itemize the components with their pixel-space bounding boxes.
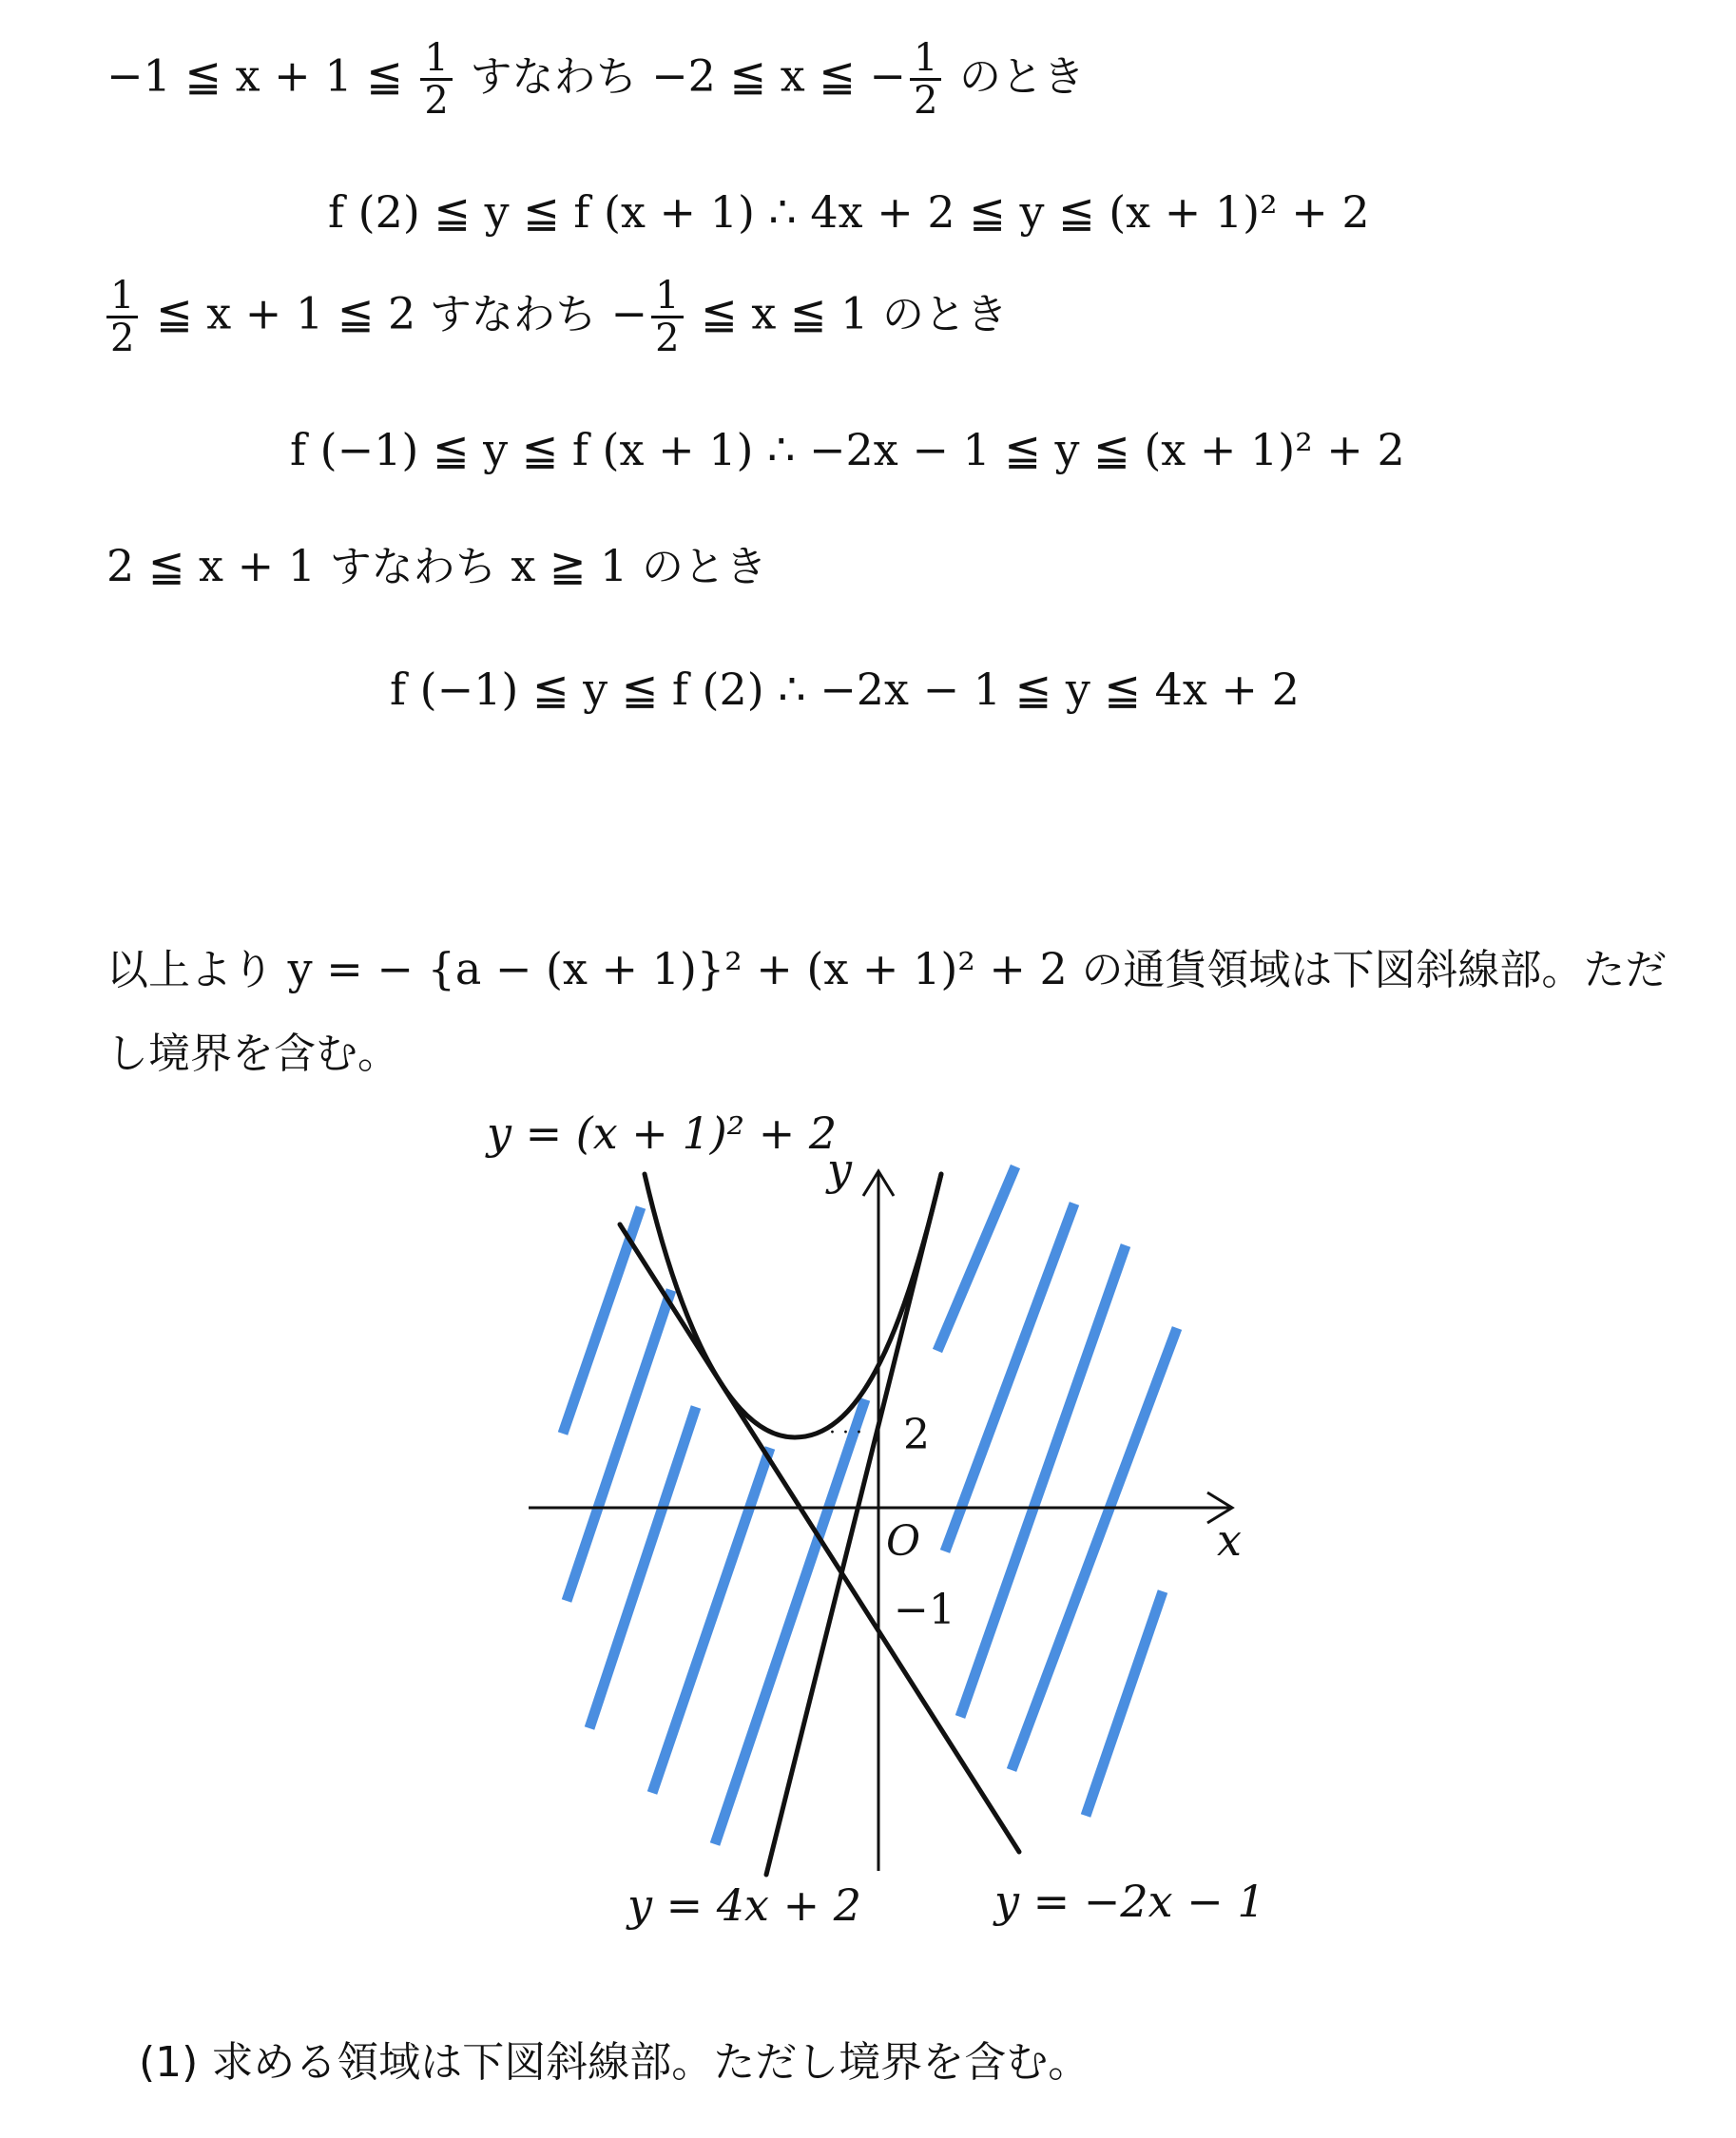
axis-label-y: y	[827, 1144, 852, 1195]
case3-cond-a: 2 ≦ x + 1	[106, 540, 317, 591]
hatch-line	[1086, 1591, 1163, 1816]
case3-equation: f (−1) ≦ y ≦ f (2) ∴ −2x − 1 ≦ y ≦ 4x + 2	[390, 664, 1300, 715]
case3-cond-b: x ≧ 1	[511, 540, 628, 591]
origin-label: O	[886, 1517, 921, 1566]
dotted-guide: · · · ·	[816, 1421, 862, 1445]
case2-cond-b: ≦ x ≦ 1	[701, 287, 869, 339]
tick-label-minus1: −1	[894, 1586, 955, 1634]
hatch-line	[589, 1407, 696, 1728]
case2-equation: f (−1) ≦ y ≦ f (x + 1) ∴ −2x − 1 ≦ y ≦ (x + 1)² + 2	[290, 424, 1405, 475]
case1-cond-a: −1 ≦ x + 1 ≦	[106, 49, 403, 102]
tick-label-2: 2	[903, 1411, 930, 1459]
hatch-line	[945, 1204, 1074, 1551]
case1-frac-num: 1	[420, 38, 452, 81]
hatch-lines	[563, 1166, 1177, 1844]
axes	[529, 1171, 1232, 1871]
parabola-curve	[645, 1174, 941, 1437]
case3-tail: のとき	[641, 543, 767, 591]
line-minus2x-minus1	[620, 1224, 1019, 1852]
hatch-line	[960, 1245, 1126, 1717]
case2-word: すなわち	[429, 290, 597, 339]
case1-frac2-den: 2	[913, 79, 938, 123]
conclusion-text-a: の通貨領域は下図斜線部。ただ	[1081, 946, 1668, 994]
case2-tail: のとき	[881, 290, 1008, 339]
conclusion-lead: 以上より	[106, 946, 274, 994]
footer-text: (1) 求める領域は下図斜線部。ただし境界を含む。	[139, 2038, 1090, 2087]
label-parabola: y = (x + 1)² + 2	[487, 1108, 838, 1159]
label-line-minus2x-minus1: y = −2x − 1	[994, 1876, 1265, 1927]
case2-frac-den: 2	[110, 317, 135, 360]
conclusion-text-b: し境界を含む。	[106, 1030, 399, 1078]
case1-equation: f (2) ≦ y ≦ f (x + 1) ∴ 4x + 2 ≦ y ≦ (x + 1)² + 2	[328, 186, 1370, 238]
axis-label-x: x	[1217, 1514, 1242, 1566]
case2-cond-a: ≦ x + 1 ≦ 2	[156, 287, 416, 339]
case2-frac2-den: 2	[655, 317, 680, 360]
hatch-line	[567, 1290, 671, 1601]
case1-tail: のとき	[959, 52, 1086, 102]
case2-frac2-num: 1	[651, 276, 683, 318]
hatch-line	[1012, 1328, 1177, 1770]
case1-frac2-num: 1	[910, 38, 941, 81]
case1-frac-den: 2	[424, 79, 449, 123]
label-line-4x-plus-2: y = 4x + 2	[627, 1879, 862, 1931]
hatch-line	[937, 1166, 1015, 1351]
conclusion-formula: y = − {a − (x + 1)}² + (x + 1)² + 2	[287, 943, 1068, 994]
case2-minus: −	[610, 287, 648, 339]
case3-word: すなわち	[329, 543, 497, 591]
case2-frac-num: 1	[106, 276, 138, 318]
case1-cond-b: −2 ≦ x ≦ −	[651, 49, 906, 102]
case1-word: すなわち	[470, 52, 638, 102]
